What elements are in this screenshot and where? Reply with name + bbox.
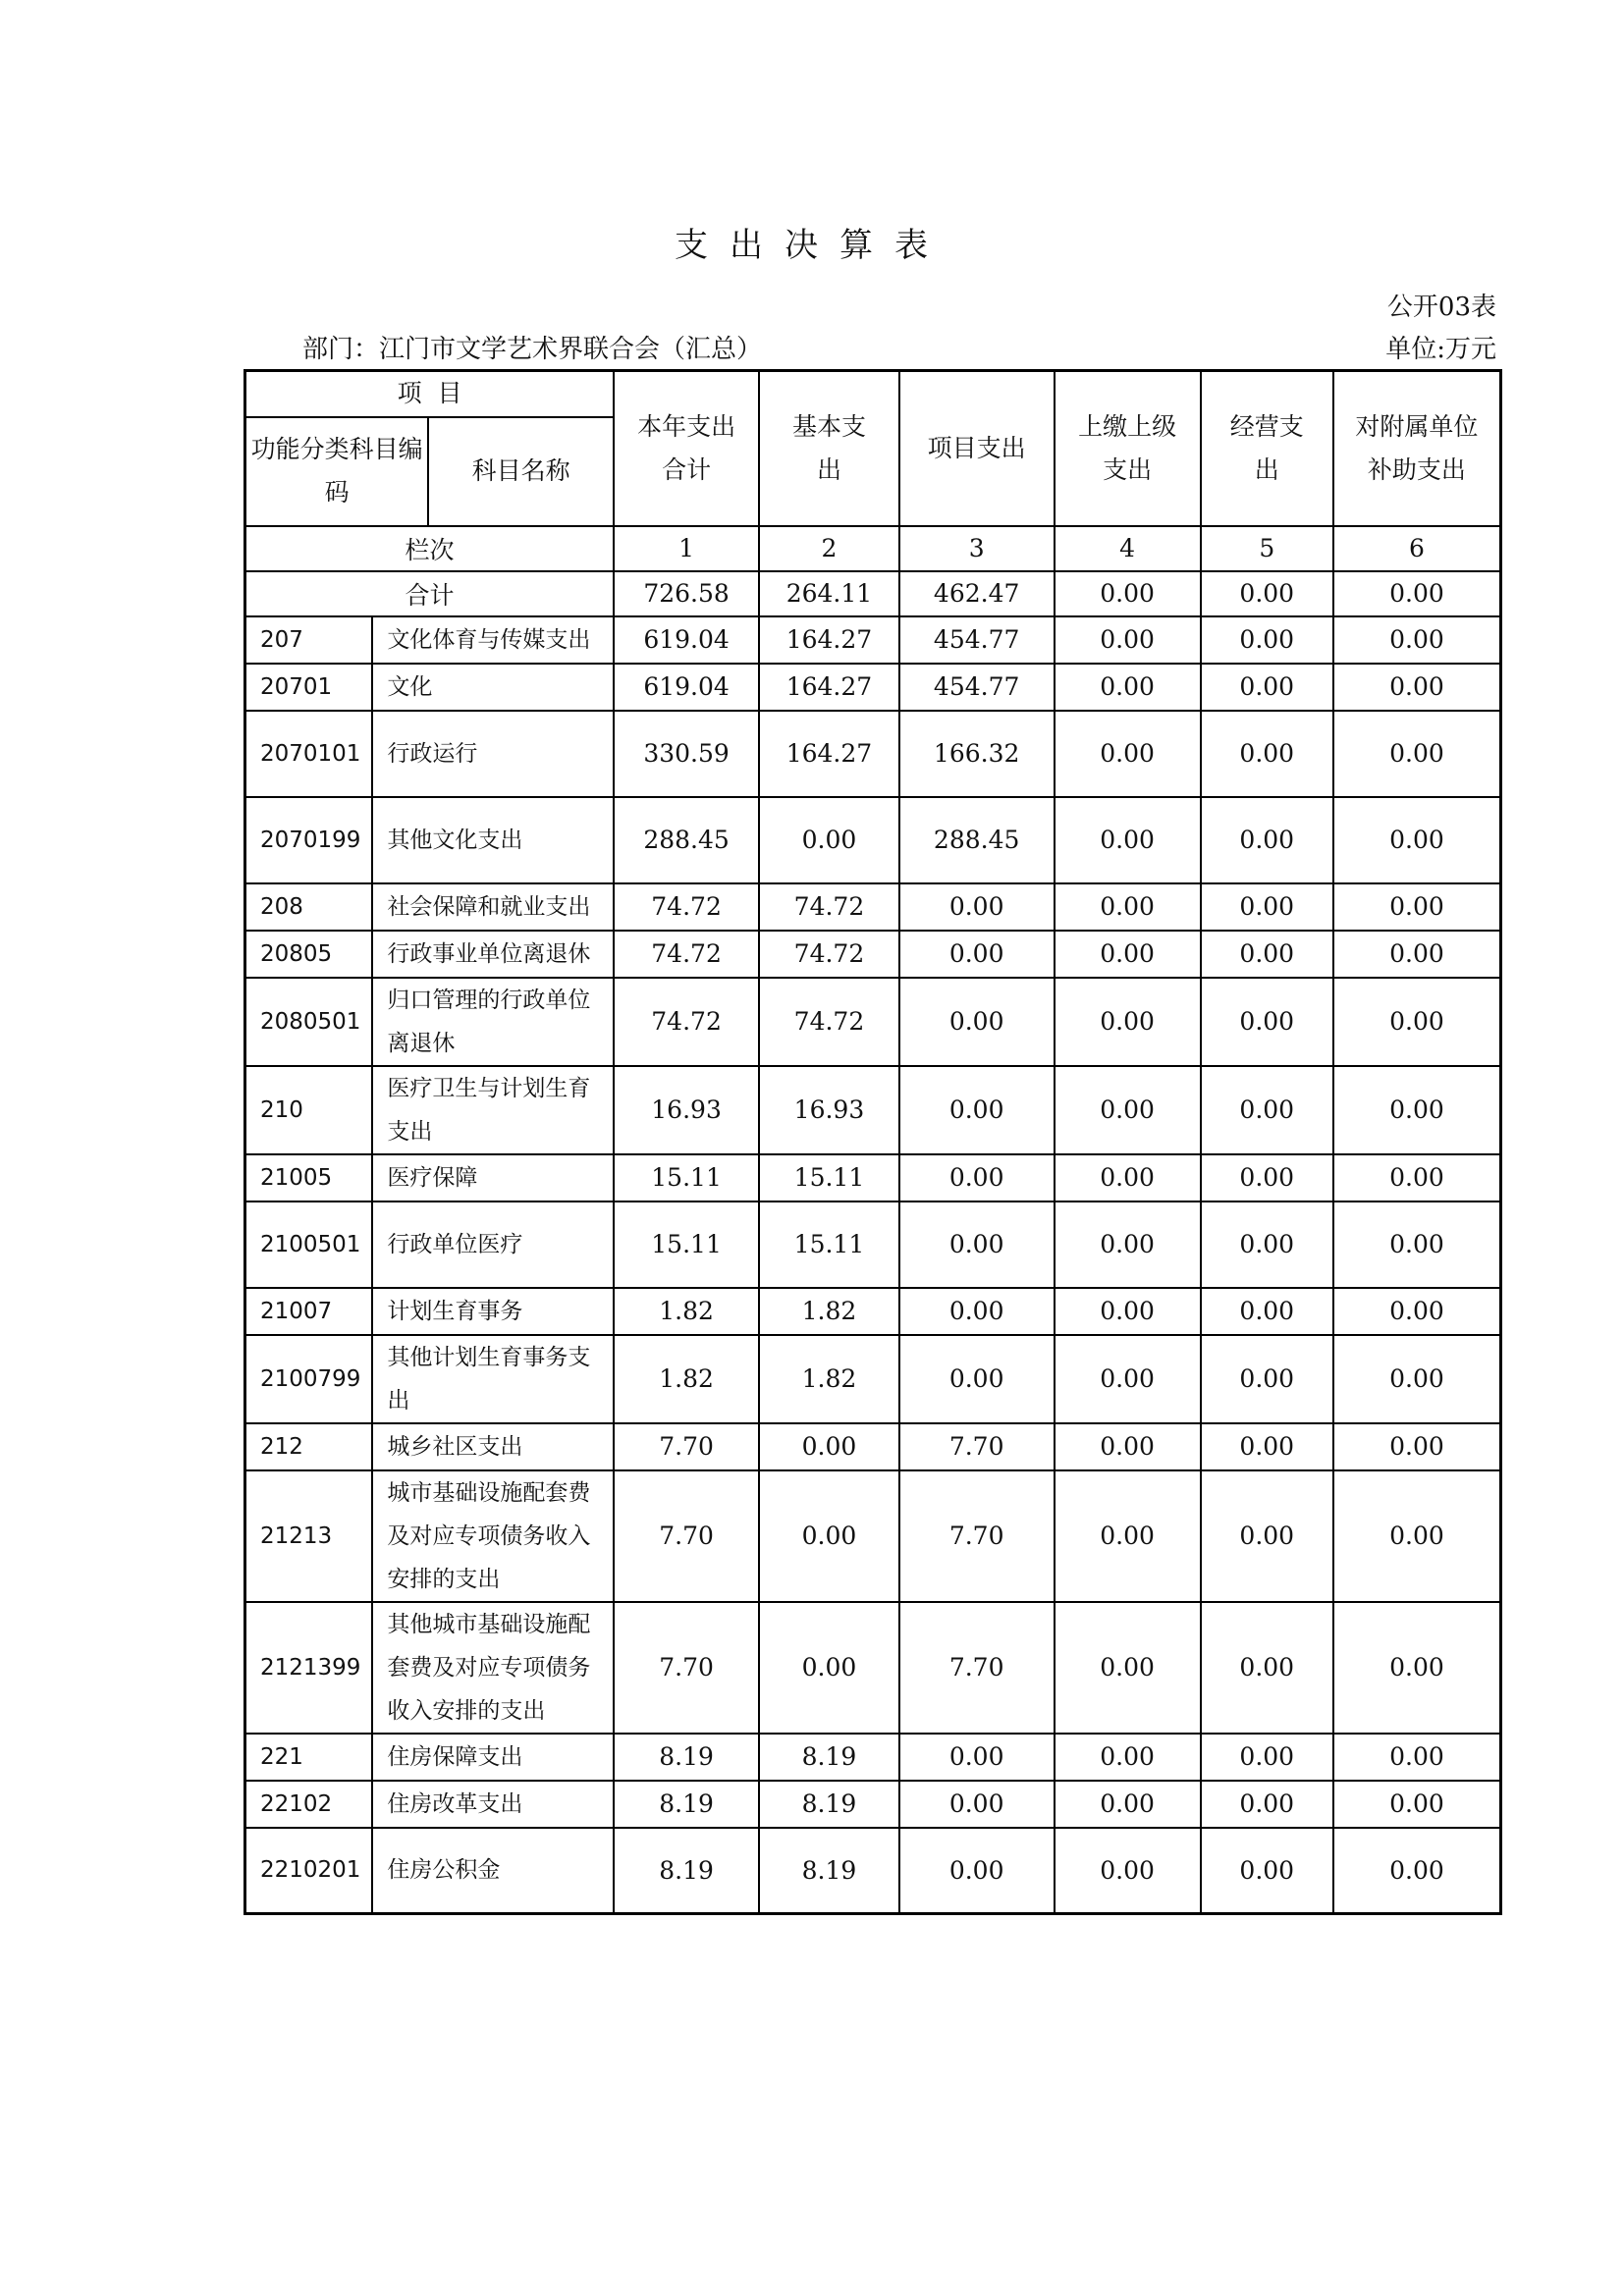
col-index-5: 5: [1201, 526, 1333, 571]
header-col5: 经营支出: [1201, 371, 1333, 526]
row-value: 0.00: [1333, 883, 1501, 931]
row-value: 8.19: [759, 1781, 899, 1828]
row-code: 2070199: [245, 797, 373, 883]
row-value: 0.00: [899, 883, 1055, 931]
row-code: 212: [245, 1423, 373, 1470]
row-value: 619.04: [614, 664, 759, 711]
row-code: 2121399: [245, 1602, 373, 1734]
page-title: 支出决算表: [675, 226, 949, 265]
row-value: 8.19: [759, 1734, 899, 1781]
table-row: [245, 1201, 1501, 1288]
total-label: 合计: [245, 571, 615, 616]
row-value: 0.00: [1201, 1734, 1333, 1781]
row-value: 0.00: [1333, 1781, 1501, 1828]
row-value: 7.70: [614, 1470, 759, 1602]
row-value: 0.00: [1055, 664, 1201, 711]
row-code: 210: [245, 1066, 373, 1154]
row-name: 行政运行: [372, 711, 614, 797]
row-value: 0.00: [1201, 797, 1333, 883]
row-name: 城市基础设施配套费及对应专项债务收入安排的支出: [372, 1470, 614, 1602]
row-value: 0.00: [1201, 931, 1333, 978]
row-value: 0.00: [899, 1066, 1055, 1154]
row-value: 0.00: [1201, 1602, 1333, 1734]
row-value: 7.70: [899, 1423, 1055, 1470]
row-value: 288.45: [614, 797, 759, 883]
row-name: 其他文化支出: [372, 797, 614, 883]
row-value: 330.59: [614, 711, 759, 797]
row-name: 住房公积金: [372, 1828, 614, 1914]
header-col6: 对附属单位补助支出: [1333, 371, 1501, 526]
row-value: 0.00: [1333, 1066, 1501, 1154]
row-value: 0.00: [1333, 978, 1501, 1066]
row-value: 0.00: [1333, 664, 1501, 711]
table-row: [245, 1734, 1501, 1781]
total-value: 0.00: [1201, 571, 1333, 616]
col-index-3: 3: [899, 526, 1055, 571]
row-value: 74.72: [614, 883, 759, 931]
header-col2: 基本支出: [759, 371, 899, 526]
row-value: 0.00: [1055, 1602, 1201, 1734]
row-value: 0.00: [1201, 1201, 1333, 1288]
table-row: [245, 931, 1501, 978]
table-number: 公开03表: [1386, 293, 1496, 322]
row-value: 0.00: [1333, 1154, 1501, 1201]
row-value: 0.00: [1055, 1781, 1201, 1828]
row-value: 0.00: [1055, 1423, 1201, 1470]
table-row: [245, 797, 1501, 883]
row-name: 住房改革支出: [372, 1781, 614, 1828]
total-value: 0.00: [1055, 571, 1201, 616]
row-value: 0.00: [1333, 1734, 1501, 1781]
row-name: 住房保障支出: [372, 1734, 614, 1781]
row-name: 医疗卫生与计划生育支出: [372, 1066, 614, 1154]
row-value: 0.00: [1055, 711, 1201, 797]
row-value: 0.00: [1333, 931, 1501, 978]
row-value: 0.00: [899, 1781, 1055, 1828]
row-name: 社会保障和就业支出: [372, 883, 614, 931]
row-value: 15.11: [614, 1201, 759, 1288]
unit-label: 单位:万元: [1385, 335, 1496, 364]
row-value: 0.00: [1201, 1423, 1333, 1470]
row-value: 0.00: [1055, 931, 1201, 978]
row-value: 0.00: [1333, 1201, 1501, 1288]
table-row: [245, 1335, 1501, 1423]
table-row: [245, 1154, 1501, 1201]
row-value: 164.27: [759, 711, 899, 797]
row-value: 8.19: [614, 1781, 759, 1828]
table-row: [245, 1781, 1501, 1828]
row-value: 0.00: [1055, 1201, 1201, 1288]
total-value: 0.00: [1333, 571, 1501, 616]
row-value: 0.00: [1333, 797, 1501, 883]
row-code: 20701: [245, 664, 373, 711]
row-value: 1.82: [759, 1288, 899, 1335]
row-value: 7.70: [899, 1470, 1055, 1602]
row-code: 207: [245, 616, 373, 664]
row-value: 0.00: [1055, 1288, 1201, 1335]
row-value: 0.00: [899, 1154, 1055, 1201]
row-value: 74.72: [759, 978, 899, 1066]
row-value: 0.00: [1201, 1154, 1333, 1201]
row-value: 15.11: [759, 1154, 899, 1201]
row-value: 0.00: [1055, 1154, 1201, 1201]
row-name: 文化: [372, 664, 614, 711]
row-value: 0.00: [1055, 978, 1201, 1066]
expenditure-table: [244, 369, 1502, 1915]
row-value: 0.00: [899, 1828, 1055, 1914]
row-value: 8.19: [759, 1828, 899, 1914]
row-name: 行政单位医疗: [372, 1201, 614, 1288]
row-value: 0.00: [759, 1423, 899, 1470]
row-value: 0.00: [1055, 883, 1201, 931]
row-value: 164.27: [759, 664, 899, 711]
header-code: 功能分类科目编码: [245, 417, 429, 526]
row-value: 0.00: [1201, 1781, 1333, 1828]
row-value: 0.00: [759, 1602, 899, 1734]
table-row: [245, 978, 1501, 1066]
table-row: [245, 711, 1501, 797]
row-value: 0.00: [1333, 1828, 1501, 1914]
row-code: 208: [245, 883, 373, 931]
table-row: [245, 1828, 1501, 1914]
row-code: 21005: [245, 1154, 373, 1201]
row-value: 0.00: [1333, 1423, 1501, 1470]
row-value: 0.00: [1201, 1066, 1333, 1154]
row-value: 166.32: [899, 711, 1055, 797]
row-code: 2210201: [245, 1828, 373, 1914]
row-value: 8.19: [614, 1828, 759, 1914]
header-item: 项 目: [245, 371, 615, 417]
row-value: 0.00: [1333, 1470, 1501, 1602]
row-value: 454.77: [899, 664, 1055, 711]
row-value: 0.00: [1201, 1828, 1333, 1914]
row-value: 7.70: [899, 1602, 1055, 1734]
row-code: 21007: [245, 1288, 373, 1335]
table-row: [245, 1423, 1501, 1470]
row-value: 0.00: [899, 1734, 1055, 1781]
row-code: 2100501: [245, 1201, 373, 1288]
row-value: 0.00: [899, 1288, 1055, 1335]
row-value: 0.00: [1201, 1288, 1333, 1335]
row-name: 归口管理的行政单位离退休: [372, 978, 614, 1066]
row-value: 1.82: [759, 1335, 899, 1423]
row-name: 其他城市基础设施配套费及对应专项债务收入安排的支出: [372, 1602, 614, 1734]
table-row: [245, 1470, 1501, 1602]
row-value: 0.00: [1201, 883, 1333, 931]
col-index-4: 4: [1055, 526, 1201, 571]
table-row: [245, 1602, 1501, 1734]
row-value: 74.72: [759, 883, 899, 931]
row-value: 74.72: [759, 931, 899, 978]
department-label: 部门：江门市文学艺术界联合会（汇总）: [302, 335, 763, 364]
row-name: 医疗保障: [372, 1154, 614, 1201]
total-value: 726.58: [614, 571, 759, 616]
row-value: 0.00: [1055, 1828, 1201, 1914]
row-value: 0.00: [1201, 978, 1333, 1066]
table-row: [245, 664, 1501, 711]
row-value: 0.00: [899, 1201, 1055, 1288]
row-value: 74.72: [614, 931, 759, 978]
row-value: 0.00: [899, 1335, 1055, 1423]
row-value: 15.11: [759, 1201, 899, 1288]
row-value: 7.70: [614, 1423, 759, 1470]
row-value: 0.00: [1055, 1066, 1201, 1154]
row-value: 0.00: [899, 931, 1055, 978]
row-code: 22102: [245, 1781, 373, 1828]
row-value: 15.11: [614, 1154, 759, 1201]
row-name: 文化体育与传媒支出: [372, 616, 614, 664]
row-value: 0.00: [1201, 664, 1333, 711]
total-value: 462.47: [899, 571, 1055, 616]
row-name: 城乡社区支出: [372, 1423, 614, 1470]
row-value: 0.00: [1055, 1335, 1201, 1423]
row-value: 0.00: [1201, 1335, 1333, 1423]
row-value: 0.00: [1055, 616, 1201, 664]
row-value: 74.72: [614, 978, 759, 1066]
row-value: 619.04: [614, 616, 759, 664]
row-code: 2100799: [245, 1335, 373, 1423]
table-row: [245, 1288, 1501, 1335]
row-value: 0.00: [1333, 616, 1501, 664]
row-value: 16.93: [614, 1066, 759, 1154]
row-value: 1.82: [614, 1335, 759, 1423]
row-name: 其他计划生育事务支出: [372, 1335, 614, 1423]
header-col1: 本年支出合计: [614, 371, 759, 526]
header-name: 科目名称: [428, 417, 614, 526]
row-value: 8.19: [614, 1734, 759, 1781]
header-col4: 上缴上级支出: [1055, 371, 1201, 526]
row-value: 16.93: [759, 1066, 899, 1154]
table-body: [245, 616, 1501, 1914]
row-name: 计划生育事务: [372, 1288, 614, 1335]
table-row: [245, 883, 1501, 931]
row-code: 221: [245, 1734, 373, 1781]
row-value: 164.27: [759, 616, 899, 664]
row-value: 0.00: [1201, 1470, 1333, 1602]
table-row: [245, 1066, 1501, 1154]
row-value: 288.45: [899, 797, 1055, 883]
table-row: [245, 616, 1501, 664]
row-code: 2080501: [245, 978, 373, 1066]
row-value: 0.00: [1055, 797, 1201, 883]
row-value: 0.00: [1055, 1734, 1201, 1781]
col-index-2: 2: [759, 526, 899, 571]
row-value: 0.00: [1333, 711, 1501, 797]
row-value: 0.00: [1201, 711, 1333, 797]
col-index-6: 6: [1333, 526, 1501, 571]
row-value: 0.00: [1201, 616, 1333, 664]
row-value: 0.00: [1333, 1288, 1501, 1335]
table-header: [245, 371, 1501, 616]
col-index-label: 栏次: [245, 526, 615, 571]
row-value: 0.00: [759, 797, 899, 883]
row-name: 行政事业单位离退休: [372, 931, 614, 978]
total-value: 264.11: [759, 571, 899, 616]
row-code: 20805: [245, 931, 373, 978]
col-index-1: 1: [614, 526, 759, 571]
row-value: 7.70: [614, 1602, 759, 1734]
row-value: 0.00: [1333, 1335, 1501, 1423]
row-value: 0.00: [899, 978, 1055, 1066]
header-col3: 项目支出: [899, 371, 1055, 526]
row-value: 0.00: [1055, 1470, 1201, 1602]
row-value: 0.00: [759, 1470, 899, 1602]
row-value: 0.00: [1333, 1602, 1501, 1734]
row-value: 1.82: [614, 1288, 759, 1335]
row-code: 2070101: [245, 711, 373, 797]
row-value: 454.77: [899, 616, 1055, 664]
row-code: 21213: [245, 1470, 373, 1602]
